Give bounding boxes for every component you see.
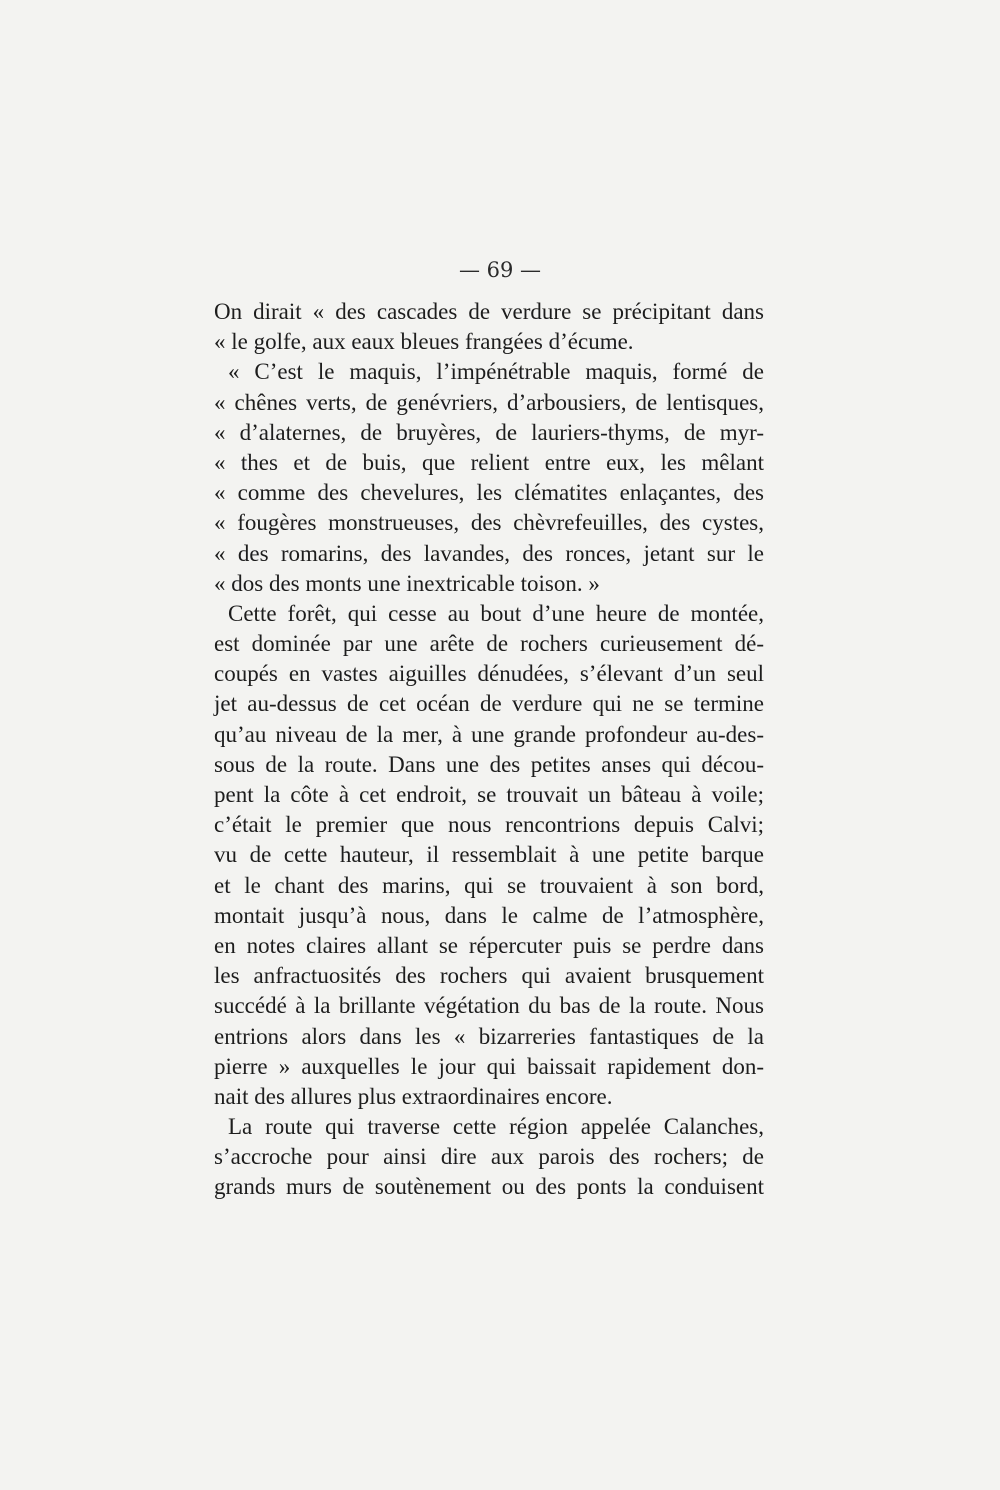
text-line: c’était le premier que nous rencontrions depuis Calvi; xyxy=(214,812,764,838)
text-line: est dominée par une arête de rochers curieusement dé- xyxy=(214,631,764,657)
text-line: La route qui traverse cette région appelée Calanches, xyxy=(228,1114,764,1140)
text-line: coupés en vastes aiguilles dénudées, s’élevant d’un seul xyxy=(214,661,764,687)
text-line: nait des allures plus extraordinaires encore. xyxy=(214,1083,613,1109)
text-line: en notes claires allant se répercuter puis se perdre dans xyxy=(214,932,764,958)
text-line: s’accroche pour ainsi dire aux parois des rochers; de xyxy=(214,1144,764,1170)
text-line: « le golfe, aux eaux bleues frangées d’écume. xyxy=(214,329,634,355)
text-line: entrions alors dans les « bizarreries fantastiques de la xyxy=(214,1023,764,1049)
text-line: montait jusqu’à nous, dans le calme de l’atmosphère, xyxy=(214,902,764,928)
text-line: et le chant des marins, qui se trouvaient à son bord, xyxy=(214,872,764,898)
text-line: « C’est le maquis, l’impénétrable maquis, formé de xyxy=(228,359,764,385)
text-line: On dirait « des cascades de verdure se précipitant dans xyxy=(214,299,764,324)
text-line: succédé à la brillante végétation du bas de la route. Nous xyxy=(214,993,764,1019)
text-line: « chênes verts, de genévriers, d’arbousiers, de lentisques, xyxy=(214,389,764,415)
body-text xyxy=(214,297,764,1203)
text-line: Cette forêt, qui cesse au bout d’une heure de montée, xyxy=(228,600,764,626)
text-line: les anfractuosités des rochers qui avaient brusquement xyxy=(214,963,764,989)
text-line: « comme des chevelures, les clématites enlaçantes, des xyxy=(214,480,764,506)
text-line: « fougères monstrueuses, des chèvrefeuilles, des cystes, xyxy=(214,510,764,536)
text-line: grands murs de soutènement ou des ponts la conduisent xyxy=(214,1174,764,1200)
text-line: qu’au niveau de la mer, à une grande profondeur au-des- xyxy=(214,721,764,747)
text-line: « thes et de buis, que relient entre eux, les mêlant xyxy=(214,449,764,475)
text-line: pent la côte à cet endroit, se trouvait un bâteau à voile; xyxy=(214,782,764,807)
text-line: vu de cette hauteur, il ressemblait à une petite barque xyxy=(214,842,764,868)
text-line: « d’alaternes, de bruyères, de lauriers-thyms, de myr- xyxy=(214,419,764,445)
page-number: — 69 — xyxy=(458,258,542,282)
text-line: sous de la route. Dans une des petites anses qui décou- xyxy=(214,751,764,777)
text-line: « dos des monts une inextricable toison. » xyxy=(214,570,600,596)
text-line: « des romarins, des lavandes, des ronces, jetant sur le xyxy=(214,540,764,566)
text-line: pierre » auxquelles le jour qui baissait rapidement don- xyxy=(214,1053,764,1079)
text-line: jet au-dessus de cet océan de verdure qui ne se termine xyxy=(214,691,764,717)
